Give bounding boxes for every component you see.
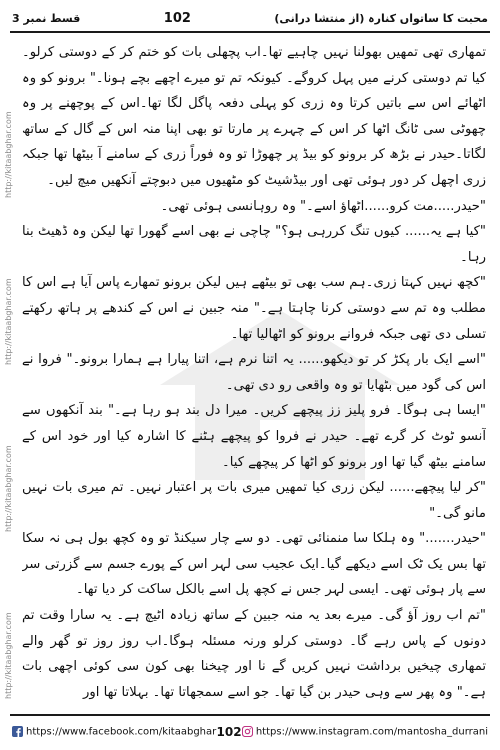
paragraph: "حیدر......." وہ ہلکا سا منمنائی تھی۔ دو سے چار سیکنڈ تو وہ کچھ بول ہی نہ سکا تھا بس یک ٹک اسے دیکھے گیا۔ایک عجیب سی لہر اس کے پورے جسم سے گزرتی سر سے پار ہوئی تھی۔ ایسی لہر جس نے کچھ پل اسے بالکل ساکت کر دیا تھا۔ xyxy=(22,531,486,598)
paragraph: "حیدر.....مت کرو......اٹھاؤ اسے۔" وہ روہانسی ہوئی تھی۔ xyxy=(160,198,486,214)
novel-body-text xyxy=(22,40,486,708)
paragraph: "کر لیا پیچھے...... لیکن زری کیا تمھیں میری بات پر اعتبار نہیں۔ تم میری بات نہیں مانو گی۔" xyxy=(22,480,486,521)
instagram-url: https://www.instagram.com/mantosha_durrani xyxy=(255,726,488,738)
paragraph: "ایسا ہی ہوگا۔ فرو پلیز زز پیچھے کریں۔ میرا دل بند ہو رہا ہے۔" بند آنکھوں سے آنسو ٹوٹ کر گرے تھے۔ حیدر نے فروا کو پیچھے ہٹنے کا اشارہ کیا اور خود اس کے سامنے بیٹھ گیا تھا اور برونو کو اٹھا کر پیچھے کیا۔ xyxy=(22,403,486,470)
header-divider xyxy=(10,31,490,33)
side-url-4: http://kitaabghar.com xyxy=(4,612,13,699)
facebook-url: https://www.facebook.com/kitaabghar xyxy=(26,726,217,738)
page-header xyxy=(12,6,488,30)
paragraph: "کچھ نہیں کہتا زری۔ہم سب بھی تو بیٹھے ہیں لیکن برونو تمھارے پاس آیا ہے اس کا مطلب وہ تم سے دوستی کرنا چاہتا ہے۔" منہ جبین نے اس کے کندھے پر ہاتھ رکھتے تسلی دی تھی جبکہ فروانے برونو کو اٹھالیا تھا۔ xyxy=(22,275,486,342)
side-url-3: http://kitaabghar.com xyxy=(4,445,13,532)
instagram-icon xyxy=(242,726,253,737)
footer-page-number: 102 xyxy=(216,725,242,739)
paragraph: "تم اب روز آؤ گی۔ میرے بعد یہ منہ جبین کے ساتھ زیادہ اٹیچ ہے۔ یہ سارا وقت تم دونوں کے پاس رہے گا۔ دوستی کرلو ورنہ مسئلہ ہوگا۔اب روز روز تو گھر والے تمھاری چیخیں برداشت نہیں کریں گے نا اور چیخنا بھی کون سی کوئی اچھی بات ہے۔" وہ پھر سے وہی حیدر بن گیا تھا۔ جو اسے سمجھاتا تھا۔ بہلاتا تھا اور xyxy=(22,608,486,700)
instagram-link[interactable] xyxy=(242,726,488,738)
page-footer xyxy=(12,722,488,742)
footer-divider xyxy=(10,714,490,716)
header-page-number: 102 xyxy=(163,10,191,26)
side-url-2: http://kitaabghar.com xyxy=(4,278,13,365)
episode-label: قسط نمبر 3 xyxy=(12,11,81,25)
paragraph: "کیا ہے یہ...... کیوں تنگ کررہی ہو؟" چاچی نے بھی اسے گھورا تھا لیکن وہ ڈھیٹ بنا رہا۔ xyxy=(22,224,486,265)
side-url-1: http://kitaabghar.com xyxy=(4,111,13,198)
paragraph: "اسے ایک بار پکڑ کر تو دیکھو...... یہ اتنا نرم ہے، اتنا پیارا ہے ہمارا برونو۔" فروا نے اس کی گود میں بٹھایا تو وہ واقعی رو دی تھی۔ xyxy=(22,352,486,393)
facebook-icon xyxy=(12,726,23,737)
facebook-link[interactable] xyxy=(12,726,216,738)
paragraph: تمھاری تھی تمھیں بھولنا نہیں چاہیے تھا۔اب پچھلی بات کو ختم کر کے دوستی کرلو۔کیا تم دوستی کرنے میں پہل کروگے۔ کیونکہ تم تو میرے اچھے بچے ہونا۔" برونو کو وہ اٹھائے اس سے باتیں کرتا وہ زری کو پہلی دفعہ پاگل لگا تھا۔اس کے پوچھنے پر وہ چھوٹی سی ٹانگ اٹھا کر اس کے چہرے پر مارتا تو بھی اپنا منہ اس کے گال کے ساتھ لگاتا۔حیدر نے بڑھ کر برونو کو بیڈ پر چھوڑا تو وہ فوراً زری کے سامنے آ بیٹھا تھا جبکہ زری اچھل کر دور ہوئی تھی اور بیڈشیٹ کو مٹھیوں میں دبوچتے آنکھیں میچ لیں۔ xyxy=(22,45,486,188)
novel-title: محبت کا ساتواں کنارہ (از منتشا درانی) xyxy=(274,11,488,25)
